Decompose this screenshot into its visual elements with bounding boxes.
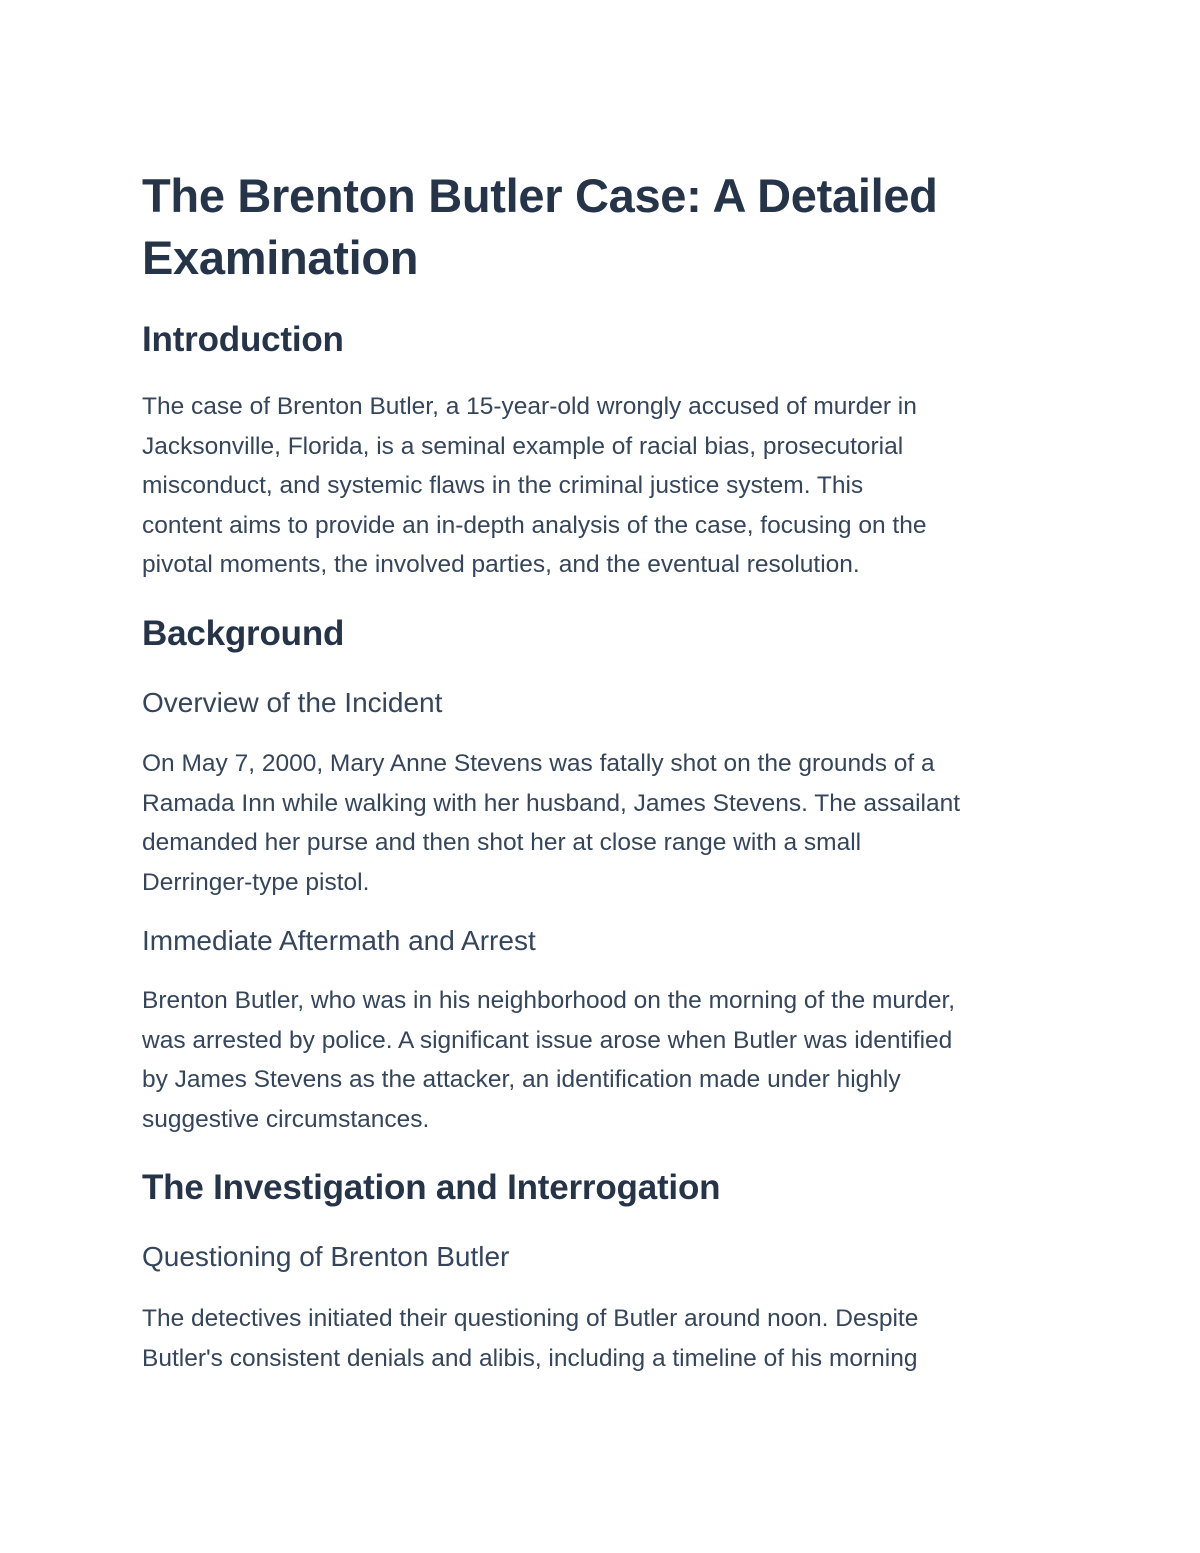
subsection-heading-questioning: Questioning of Brenton Butler xyxy=(142,1241,510,1272)
paragraph-line: The case of Brenton Butler, a 15-year-old wrongly accused of murder in xyxy=(142,393,917,420)
questioning-paragraph xyxy=(142,1299,1072,1378)
paragraph-line: demanded her purse and then shot her at close range with a small xyxy=(142,829,862,856)
introduction-paragraph xyxy=(142,387,1072,585)
paragraph-line: Butler's consistent denials and alibis, including a timeline of his morning xyxy=(142,1344,918,1372)
document-title xyxy=(142,165,1072,289)
overview-paragraph xyxy=(142,744,1072,902)
paragraph-line: was arrested by police. A significant issue arose when Butler was identified xyxy=(142,1026,953,1054)
paragraph-line: by James Stevens as the attacker, an identification made under highly xyxy=(142,1066,901,1093)
section-heading-background: Background xyxy=(142,614,345,653)
subsection-heading-aftermath: Immediate Aftermath and Arrest xyxy=(142,925,536,956)
paragraph-line: The detectives initiated their questioning of Butler around noon. Despite xyxy=(142,1305,919,1332)
paragraph-line: Brenton Butler, who was in his neighborhood on the morning of the murder, xyxy=(142,987,956,1014)
paragraph-line: On May 7, 2000, Mary Anne Stevens was fatally shot on the grounds of a xyxy=(142,750,935,777)
subsection-heading-overview: Overview of the Incident xyxy=(142,687,443,718)
paragraph-line: Ramada Inn while walking with her husband, James Stevens. The assailant xyxy=(142,789,961,817)
paragraph-line: pivotal moments, the involved parties, and the eventual resolution. xyxy=(142,551,860,578)
title-line: The Brenton Butler Case: A Detailed xyxy=(142,169,938,222)
paragraph-line: Jacksonville, Florida, is a seminal example of racial bias, prosecutorial xyxy=(142,432,904,460)
section-heading-introduction: Introduction xyxy=(142,320,344,359)
paragraph-line: suggestive circumstances. xyxy=(142,1105,430,1133)
paragraph-line: misconduct, and systemic flaws in the criminal justice system. This xyxy=(142,472,864,499)
paragraph-line: Derringer-type pistol. xyxy=(142,868,370,896)
title-line: Examination xyxy=(142,231,419,284)
aftermath-paragraph xyxy=(142,981,1072,1139)
paragraph-line: content aims to provide an in-depth analysis of the case, focusing on the xyxy=(142,511,927,539)
section-heading-investigation: The Investigation and Interrogation xyxy=(142,1168,721,1207)
